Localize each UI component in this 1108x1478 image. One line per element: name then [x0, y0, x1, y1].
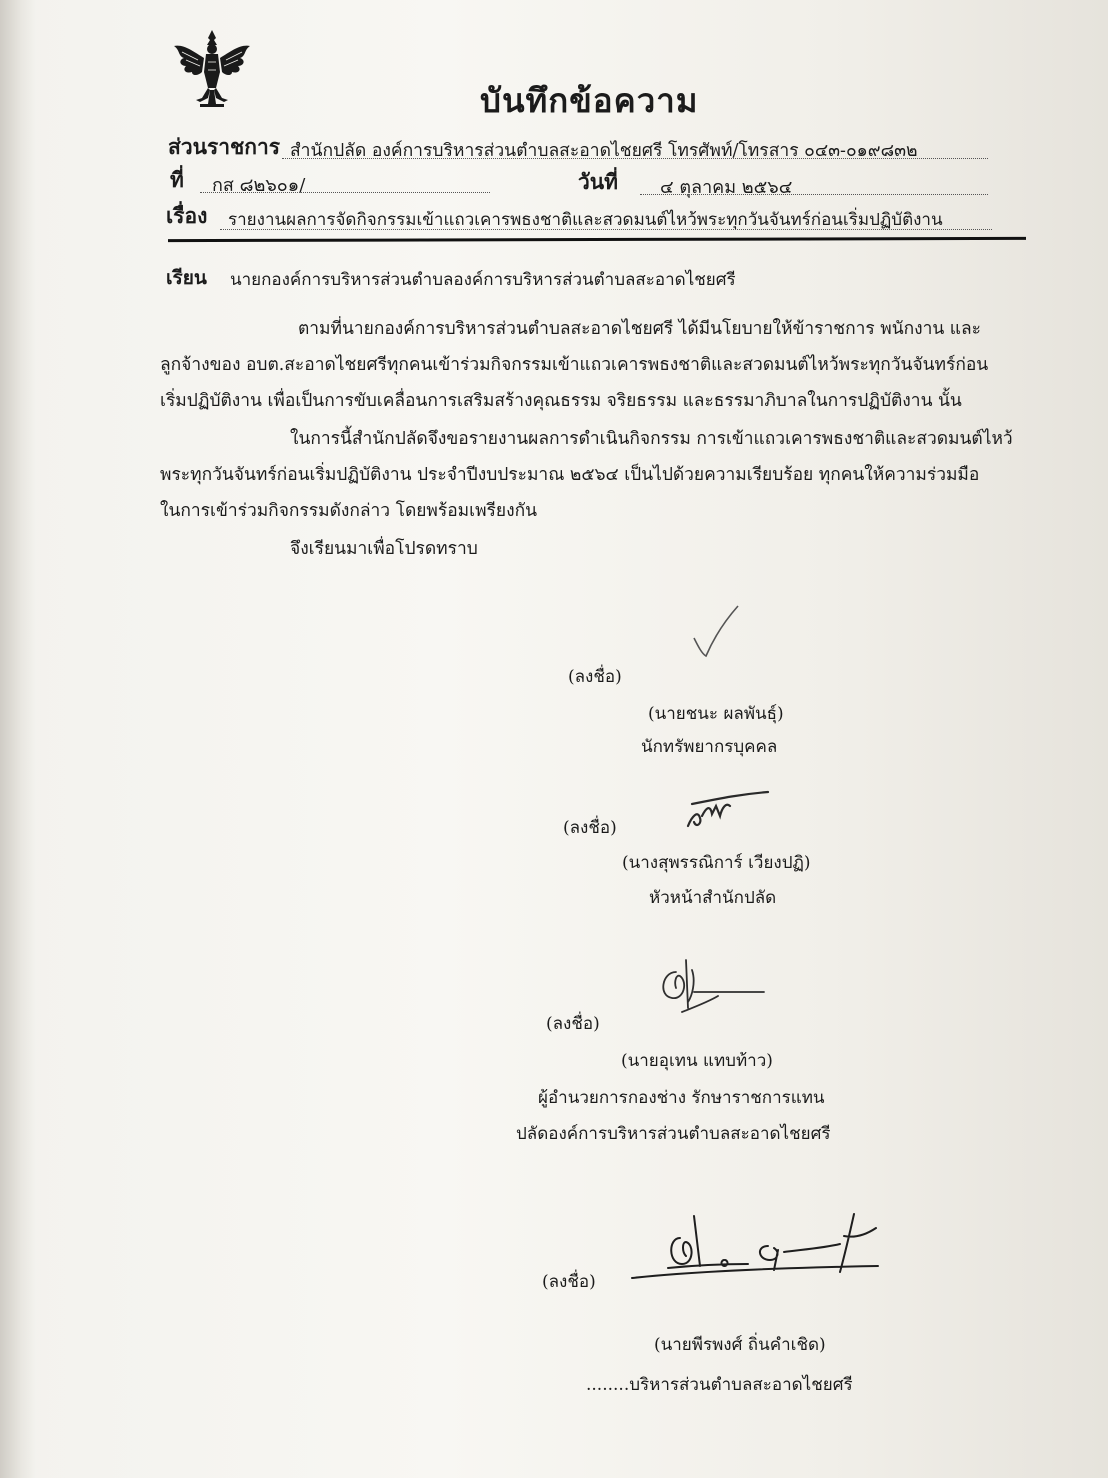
paragraph-2-line: พระทุกวันจันทร์ก่อนเริ่มปฏิบัติงาน ประจำปีงบประมาณ ๒๕๖๔ เป็นไปด้วยความเรียบร้อย ทุกคนให้ความร่วมมือ: [160, 465, 980, 485]
paragraph-1-line: ลูกจ้างของ อบต.สะอาดไชยศรีทุกคนเข้าร่วมกิจกรรมเข้าแถวเคารพธงชาติและสวดมนต์ไหว้พระทุกวันจันทร์ก่อน: [160, 355, 989, 375]
signature-3-label: (ลงชื่อ): [546, 1014, 600, 1034]
signature-3-position-line-2: ปลัดองค์การบริหารส่วนตำบลสะอาดไชยศรี: [516, 1124, 831, 1144]
salutation-label: เรียน: [166, 267, 207, 289]
garuda-emblem-icon: [170, 28, 254, 110]
date-dotline: [640, 194, 988, 195]
signature-mark-3: [652, 952, 772, 1026]
date-label: วันที่: [578, 169, 618, 194]
signature-2-name: (นางสุพรรณิการ์ เวียงปฏิ): [622, 853, 811, 873]
paragraph-2: [160, 421, 1050, 529]
signature-4-name: (นายพีรพงศ์ ถิ่นคำเชิด): [654, 1335, 826, 1355]
ref-value: กส ๘๒๖๐๑/: [212, 175, 306, 196]
signature-4-label: (ลงชื่อ): [542, 1272, 596, 1292]
department-value: สำนักปลัด องค์การบริหารส่วนตำบลสะอาดไชยศรี โทรศัพท์/โทรสาร ๐๔๓-๐๑๙๘๓๒: [290, 141, 918, 161]
subject-dotline: [220, 229, 992, 230]
signature-2-position: หัวหน้าสำนักปลัด: [649, 888, 777, 908]
memo-title: บันทึกข้อความ: [480, 81, 699, 120]
signature-1-name: (นายชนะ ผลพันธุ์): [648, 704, 784, 724]
ref-dotline: [200, 192, 490, 193]
paragraph-2-line: ในการนี้สำนักปลัดจึงขอรายงานผลการดำเนินกิจกรรม การเข้าแถวเคารพธงชาติและสวดมนต์ไหว้: [290, 429, 1013, 449]
salutation-value: นายกองค์การบริหารส่วนตำบลองค์การบริหารส่วนตำบลสะอาดไชยศรี: [230, 270, 736, 290]
subject-label: เรื่อง: [166, 203, 208, 228]
signature-3-position-line-1: ผู้อำนวยการกองช่าง รักษาราชการแทน: [538, 1088, 825, 1108]
signature-1-label: (ลงชื่อ): [568, 667, 622, 687]
ref-label: ที่: [170, 167, 184, 192]
paragraph-1: [160, 311, 1050, 419]
closing-text: จึงเรียนมาเพื่อโปรดทราบ: [290, 539, 478, 559]
department-label: ส่วนราชการ: [168, 134, 281, 159]
signature-mark-4: [628, 1208, 884, 1292]
signature-4-position: ........บริหารส่วนตำบลสะอาดไชยศรี: [586, 1375, 853, 1395]
paragraph-2-line: ในการเข้าร่วมกิจกรรมดังกล่าว โดยพร้อมเพรียงกัน: [160, 501, 537, 521]
signature-1-position: นักทรัพยากรบุคคล: [641, 737, 778, 757]
signature-mark-2: [682, 786, 774, 836]
paragraph-1-line: เริ่มปฏิบัติงาน เพื่อเป็นการขับเคลื่อนการเสริมสร้างคุณธรรม จริยธรรม และธรรมาภิบาลในการปฏิบัติงาน นั้น: [160, 391, 962, 411]
signature-3-name: (นายอุเทน แทบท้าว): [621, 1051, 773, 1071]
signature-mark-1: [690, 602, 750, 662]
header-rule: [168, 237, 1026, 242]
date-value: ๔ ตุลาคม ๒๕๖๔: [660, 177, 793, 198]
signature-2-label: (ลงชื่อ): [563, 818, 617, 838]
paragraph-1-line: ตามที่นายกองค์การบริหารส่วนตำบลสะอาดไชยศรี ได้มีนโยบายให้ข้าราชการ พนักงาน และ: [298, 319, 981, 339]
subject-value: รายงานผลการจัดกิจกรรมเข้าแถวเคารพธงชาติและสวดมนต์ไหว้พระทุกวันจันทร์ก่อนเริ่มปฏิบัติงาน: [228, 210, 943, 230]
department-dotline: [282, 158, 988, 159]
